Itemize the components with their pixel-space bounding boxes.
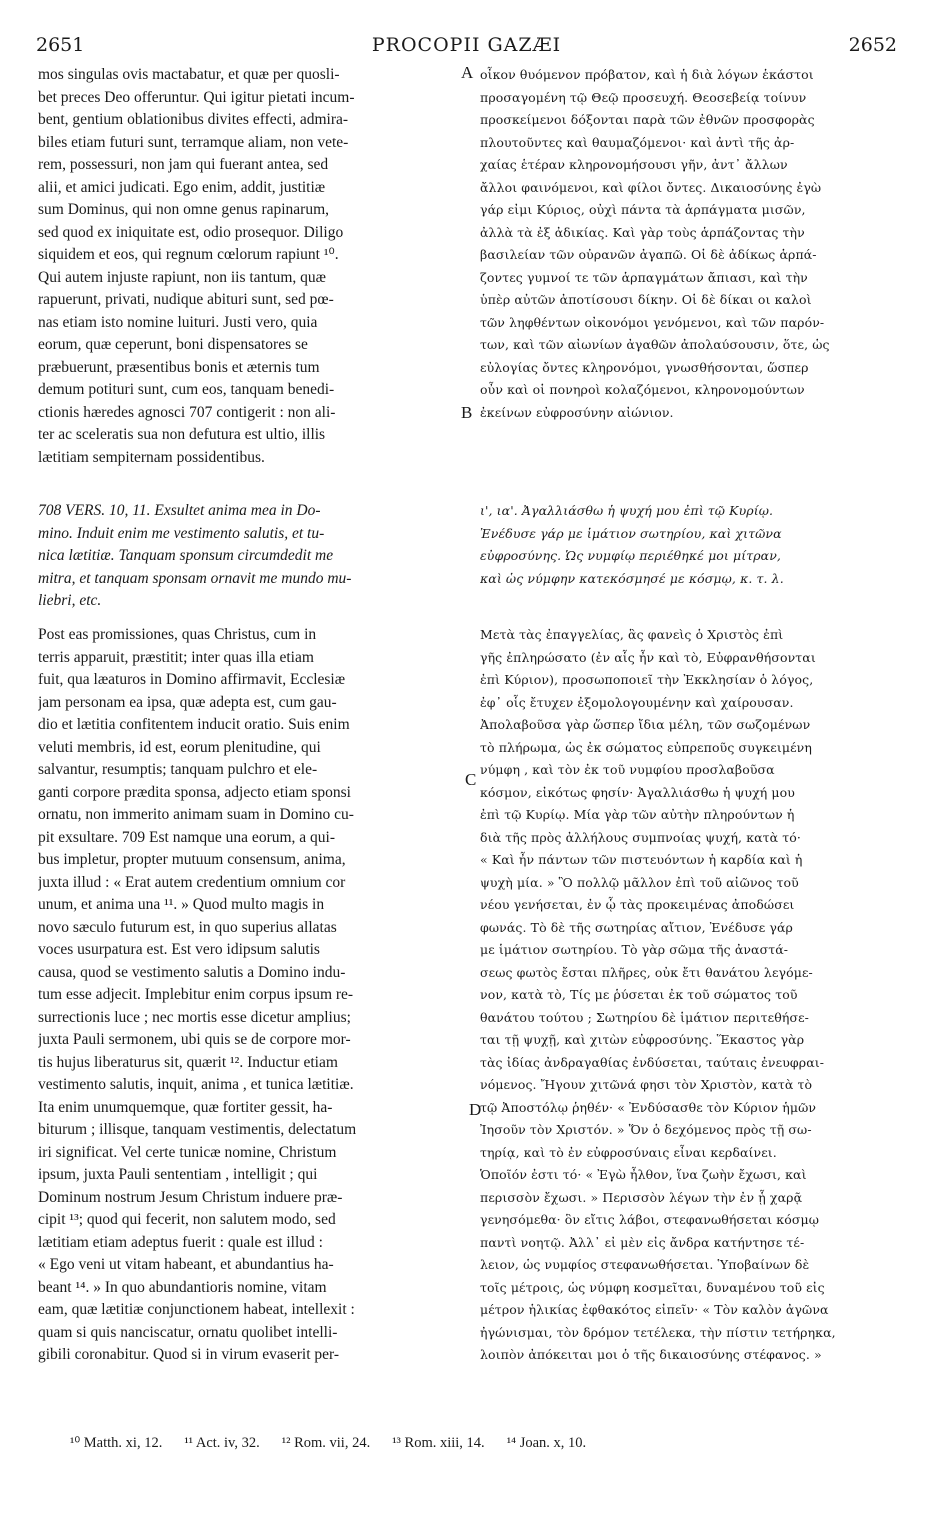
latin-column-block1 bbox=[38, 64, 458, 469]
footnote: ¹² Rom. vii, 24. bbox=[281, 1435, 371, 1451]
text-line: Post eas promissiones, quas Christus, cum in bbox=[38, 626, 317, 643]
text-line: liebri, etc. bbox=[38, 592, 102, 609]
text-line: τὸ πλήρωμα, ὡς ἐκ σώματος εὐπρεποῦς συγκειμένη bbox=[480, 739, 812, 755]
text-line: ἐφ᾽ οἷς ἔτυχεν ἐξομολογουμένην καὶ χαίρουσαν. bbox=[480, 694, 794, 710]
text-line: eorum, quæ ceperunt, boni dispensatores se bbox=[38, 336, 308, 353]
text-line: ι', ια'. Ἀγαλλιάσθω ἡ ψυχή μου ἐπὶ τῷ Κυρίῳ. bbox=[480, 503, 774, 518]
text-line: οἶκον θυόμενον πρόβατον, καὶ ἡ διὰ λόγων ἑκάστοι bbox=[480, 67, 814, 82]
text-line: ται τῇ ψυχῇ, καὶ χιτὼν εὐφροσύνης. Ἕκαστος γὰρ bbox=[480, 1032, 805, 1047]
text-line: προσαγομένη τῷ Θεῷ προσευχή. Θεοσεβείᾳ τοίνυν bbox=[480, 89, 807, 105]
latin-column-block2 bbox=[38, 500, 458, 613]
text-line: πλουτοῦντες καὶ θαυμαζόμενοι· καὶ ἀντὶ τῆς ἀρ- bbox=[480, 134, 795, 150]
text-line: τῷ Ἀποστόλῳ ῥηθέν· « Ἐνδύσασθε τὸν Κύριον ἡμῶν bbox=[480, 1099, 817, 1115]
text-line: juxta Pauli sermonem, ubi quis se de corpore mor- bbox=[38, 1031, 351, 1048]
latin-column-block3 bbox=[38, 624, 458, 1367]
text-line: εὐφροσύνης. Ὡς νυμφίῳ περιέθηκέ μοι μίτραν, bbox=[480, 548, 781, 563]
text-line: ἐκείνων εὐφροσύνην αἰώνιον. bbox=[480, 404, 674, 420]
text-line: 708 VERS. 10, 11. Exsultet anima mea in Do- bbox=[38, 502, 321, 519]
text-line: ganti corpore prædita sponsa, adjecto etiam sponsi bbox=[38, 783, 351, 801]
text-line: rem, possessuri, non jam qui fuerant antea, sed bbox=[38, 156, 329, 173]
text-line: vestimento salutis, inquit, anima , et tunica lætitiæ. bbox=[38, 1076, 354, 1093]
text-line: eam, quæ lætitiæ conjunctionem habeat, intellexit : bbox=[38, 1301, 355, 1318]
text-line: ὑπὲρ αὐτῶν ἀποτίσουσι δίκην. Οἱ δὲ δίκαι οι καλοὶ bbox=[480, 292, 812, 307]
text-line: novo sæculo futurum est, in quo superius allatas bbox=[38, 918, 337, 936]
text-line: pit exsultare. 709 Est namque una eorum, a qui- bbox=[38, 828, 336, 846]
column-number-right: 2652 bbox=[848, 34, 897, 56]
text-line: veluti membris, id est, eorum plenitudine, qui bbox=[38, 738, 321, 756]
text-line: με ἱμάτιον σωτηρίου. Τὸ γὰρ σῶμα τῆς ἀναστά- bbox=[480, 942, 789, 957]
text-line: λειον, ὡς νυμφίος στεφανωθήσεται. Ὑποβαίνων δὲ bbox=[480, 1257, 810, 1272]
text-line: mos singulas ovis mactabatur, et quæ per quosli- bbox=[38, 66, 340, 83]
text-line: biturum ; illisque, tanquam vestimentis, delectatum bbox=[38, 1121, 357, 1138]
greek-column-block3 bbox=[480, 624, 900, 1367]
text-line: τὰς ἰδίας ἀνδραγαθίας ἐνδύσεται, ταύταις ἐνευφραι- bbox=[480, 1054, 825, 1070]
text-line: Ita enim unumquemque, quæ fortiter gessit, ha- bbox=[38, 1098, 333, 1116]
text-line: νέου γενήσεται, ἐν ᾧ τὰς προκειμένας ἀποδώσει bbox=[480, 897, 795, 912]
text-line: ψυχὴ μία. » Ὃ πολλῷ μᾶλλον ἐπὶ τοῦ αἰῶνος τοῦ bbox=[480, 874, 799, 890]
margin-letter-c: C bbox=[465, 770, 477, 789]
text-line: ctionis hæredes agnosci 707 contigerit : non ali- bbox=[38, 403, 336, 421]
text-line: προσκείμενοι δόξονται παρὰ τῶν ἐθνῶν προσφορὰς bbox=[480, 112, 815, 127]
footnote: ¹⁴ Joan. x, 10. bbox=[506, 1435, 587, 1451]
text-line: voces usurpatura est. Est vero idipsum salutis bbox=[38, 941, 320, 958]
footnote: ¹⁰ Matth. xi, 12. bbox=[70, 1435, 163, 1451]
text-line: « Ego veni ut vitam habeant, et abundantius ha- bbox=[38, 1256, 334, 1273]
text-line: ipsum, juxta Pauli sententiam , intelligit ; qui bbox=[38, 1166, 318, 1183]
text-line: νόμενος. Ἤγουν χιτῶνά φησι τὸν Χριστὸν, κατὰ τὸ bbox=[480, 1077, 813, 1092]
text-line: causa, quod se vestimento salutis a Domino indu- bbox=[38, 963, 346, 981]
text-line: beant ¹⁴. » In quo abundantioris nomine, vitam bbox=[38, 1278, 327, 1296]
text-line: νύμφη , καὶ τὸν ἐκ τοῦ νυμφίου προσλαβοῦσα bbox=[480, 762, 775, 777]
text-line: Qui autem injuste rapiunt, non iis tantum, quæ bbox=[38, 268, 327, 286]
footnotes bbox=[70, 1435, 870, 1452]
text-line: καὶ ὡς νύμφην κατεκόσμησέ με κόσμῳ, κ. τ. λ. bbox=[480, 570, 784, 586]
page-title: PROCOPII GAZÆI bbox=[371, 34, 562, 56]
text-line: surrectionis luce ; nec mortis esse dicetur amplius; bbox=[38, 1008, 351, 1026]
text-line: nas etiam isto nomine luituri. Justi vero, quia bbox=[38, 313, 318, 331]
text-line: rapuerunt, privati, nudique abituri sunt, sed pœ- bbox=[38, 291, 334, 308]
text-line: jam personam ea ipsa, quæ adepta est, cum gau- bbox=[38, 693, 337, 711]
text-line: gibili coronabitur. Quod si in virum evaserit per- bbox=[38, 1346, 340, 1363]
text-line: λοιπὸν ἀπόκειται μοι ὁ τῆς δικαιοσύνης στέφανος. » bbox=[480, 1347, 822, 1362]
margin-letter-a: A bbox=[461, 63, 474, 82]
text-line: quam si quis nanciscatur, ornatu quolibet intelli- bbox=[38, 1323, 338, 1341]
text-line: tum esse adjecit. Implebitur enim corpus ipsum re- bbox=[38, 986, 354, 1003]
text-line: bet preces Deo offeruntur. Qui igitur pietati incum- bbox=[38, 88, 355, 106]
text-line: κόσμον, εἰκότως φησίν· Ἀγαλλιάσθω ἡ ψυχή μου bbox=[480, 784, 795, 800]
text-line: τοῖς μέτροις, ὡς νύμφη κοσμεῖται, δυναμένου τοῦ εἰς bbox=[480, 1279, 825, 1295]
text-line: χαίας ἑτέραν κληρονομήσουσι γῆν, ἀντ᾽ ἄλλων bbox=[480, 157, 788, 172]
text-line: ἐπὶ τῷ Κυρίῳ. Μία γὰρ τῶν αὐτὴν πληρούντων ἡ bbox=[480, 807, 795, 822]
text-line: dio et lætitia confitentem inducit oratio. Suis enim bbox=[38, 716, 350, 733]
text-line: fuit, qua læaturos in Domino affirmavit, Ecclesiæ bbox=[38, 671, 346, 688]
text-line: Ἐνέδυσε γάρ με ἱμάτιον σωτηρίου, καὶ χιτῶνα bbox=[480, 525, 782, 541]
text-line: γενησόμεθα· ὃν εἴτις λάβοι, στεφανωθήσεται κόσμῳ bbox=[480, 1212, 819, 1227]
text-line: mitra, et tanquam sponsam ornavit me mundo mu- bbox=[38, 569, 352, 587]
text-line: τηρίᾳ, καὶ τὸ ἐν εὐφροσύναις εἶναι κερδαίνει. bbox=[480, 1144, 777, 1160]
text-line: ter ac sceleratis sua non defutura est ultio, illis bbox=[38, 426, 326, 443]
text-line: lætitiam etiam adeptus fuerit : quale est illud : bbox=[38, 1233, 323, 1251]
text-line: ἄλλοι φαινόμενοι, καὶ φίλοι ὄντες. Δικαιοσύνης ἐγὼ bbox=[480, 179, 822, 195]
text-line: terris apparuit, præstitit; inter quas illa etiam bbox=[38, 648, 314, 666]
text-line: sed quod ex iniquitate est, odio prosequor. Diligo bbox=[38, 223, 344, 241]
text-line: ἀλλὰ τὰ ἐξ ἀδικίας. Καὶ γὰρ τοὺς ἁρπάζοντας τὴν bbox=[480, 224, 805, 240]
margin-letter-d: D bbox=[469, 1100, 482, 1119]
margin-letter-b: B bbox=[461, 403, 473, 422]
text-line: νον, κατὰ τὸ, Τίς με ῥύσεται ἐκ τοῦ σώματος τοῦ bbox=[480, 987, 798, 1002]
text-line: εὐλογίας ὄντες κληρονόμοι, γνωσθήσονται, ὥσπερ bbox=[480, 359, 809, 375]
text-line: Dominum nostrum Jesum Christum induere præ- bbox=[38, 1188, 343, 1206]
text-line: ζοντες γυμνοί τε τῶν ἁρπαγμάτων ἄπιασι, καὶ τὴν bbox=[480, 269, 808, 285]
text-line: bus impletur, propter mutuum consensum, anima, bbox=[38, 851, 346, 868]
text-line: μέτρον ἡλικίας ἐφθακότος εἰπεῖν· « Τὸν καλὸν ἀγῶνα bbox=[480, 1302, 829, 1317]
column-number-left: 2651 bbox=[36, 34, 85, 56]
text-line: præbuerunt, præsentibus bonis et æternis tum bbox=[38, 358, 320, 376]
text-line: ἠγώνισμαι, τὸν δρόμον τετέλεκα, τὴν πίστιν τετήρηκα, bbox=[480, 1324, 836, 1340]
text-line: των, καὶ τῶν αἰωνίων ἀγαθῶν ἀπολαύσουσιν, ὅτε, ὡς bbox=[480, 337, 830, 352]
text-line: Ὁποῖόν ἐστι τό· « Ἐγὼ ἦλθον, ἵνα ζωὴν ἔχωσι, καὶ bbox=[480, 1167, 807, 1182]
text-line: juxta illud : « Erat autem credentium omnium cor bbox=[38, 873, 346, 891]
text-line: ἐπὶ Κύριον), προσωποποιεῖ τὴν Ἐκκλησίαν ὁ λόγος, bbox=[480, 672, 814, 687]
text-line: iri significat. Vel certe tunicæ nomine, Christum bbox=[38, 1143, 337, 1161]
text-line: Ἰησοῦν τὸν Χριστόν. » Ὅν ὁ δεχόμενος πρὸς τῇ σω- bbox=[480, 1122, 812, 1137]
text-line: σεως φωτὸς ἔσται πλῆρες, οὐκ ἔτι θανάτου λεγόμε- bbox=[480, 964, 813, 980]
text-line: sum Dominus, qui non omne genus rapinarum, bbox=[38, 201, 330, 218]
text-line: demum potituri sunt, cum eos, tanquam benedi- bbox=[38, 381, 335, 398]
text-line: τῶν ληφθέντων οἰκονόμοι γενόμενοι, καὶ τῶν παρόν- bbox=[480, 314, 825, 330]
text-line: περισσὸν ἔχωσι. » Περισσὸν λέγων τὴν ἐν ᾗ χαρᾷ bbox=[480, 1189, 803, 1205]
text-line: ornatu, non immerito animam suam in Domino cu- bbox=[38, 806, 354, 823]
text-line: siquidem et eos, qui regnum cœlorum rapiunt ¹⁰. bbox=[38, 246, 339, 263]
text-line: διὰ τῆς πρὸς ἀλλήλους συμπνοίας ψυχή, κατὰ τό· bbox=[480, 829, 801, 845]
text-line: mino. Induit enim me vestimento salutis, et tu- bbox=[38, 524, 325, 542]
text-line: Ἀπολαβοῦσα γὰρ ὥσπερ ἴδια μέλη, τῶν σωζομένων bbox=[480, 717, 811, 732]
text-line: cipit ¹³; quod qui fecerit, non salutem modo, sed bbox=[38, 1211, 336, 1228]
page-header bbox=[0, 34, 933, 56]
text-line: γάρ εἰμι Κύριος, οὐχὶ πάντα τὰ ἁρπάγματα μισῶν, bbox=[480, 202, 806, 217]
text-line: γῆς ἐπληρώσατο (ἐν αἷς ἦν καὶ τὸ, Εὐφρανθήσονται bbox=[480, 649, 816, 665]
greek-column-block2 bbox=[480, 500, 900, 590]
text-line: alii, et amici judicati. Ego enim, addit, justitiæ bbox=[38, 178, 326, 196]
text-line: θανάτου τούτου ; Σωτηρίου δὲ ἱμάτιον περιτεθήσε- bbox=[480, 1009, 810, 1025]
text-line: biles etiam futuri sunt, terramque aliam, non vete- bbox=[38, 133, 349, 151]
text-line: tis hujus liberaturus sit, quærit ¹². Inductur etiam bbox=[38, 1053, 338, 1071]
text-line: lætitiam sempiternam possidentibus. bbox=[38, 448, 265, 466]
text-line: φωνάς. Τὸ δὲ τῆς σωτηρίας αἴτιον, Ἐνέδυσε γάρ bbox=[480, 919, 793, 935]
text-line: βασιλείαν τῶν οὐρανῶν ἀγαπῶ. Οἱ δὲ ἀδίκως ἁρπά- bbox=[480, 247, 817, 262]
text-line: bent, gentium oblationibus divites effecti, admira- bbox=[38, 111, 349, 128]
text-line: nica lætitiæ. Tanquam sponsum circumdedit me bbox=[38, 547, 334, 564]
text-line: παντὶ νοητῷ. Ἀλλ᾽ εἰ μὲν εἰς ἄνδρα κατήντησε τέ- bbox=[480, 1234, 805, 1250]
greek-column-block1 bbox=[480, 64, 900, 424]
text-line: salvantur, resumptis; tanquam pulchro et ele- bbox=[38, 761, 318, 778]
text-line: Μετὰ τὰς ἐπαγγελίας, ἃς φανεὶς ὁ Χριστὸς ἐπὶ bbox=[480, 627, 784, 642]
footnote: ¹¹ Act. iv, 32. bbox=[184, 1435, 260, 1451]
text-line: unum, et anima una ¹¹. » Quod multo magis in bbox=[38, 896, 325, 913]
text-line: οὖν καὶ οἱ πονηροὶ κολαζόμενοι, κληρονομούντων bbox=[480, 382, 805, 397]
footnote: ¹³ Rom. xiii, 14. bbox=[392, 1435, 485, 1451]
text-line: « Καὶ ἦν πάντων τῶν πιστευόντων ἡ καρδία καὶ ἡ bbox=[480, 852, 803, 867]
